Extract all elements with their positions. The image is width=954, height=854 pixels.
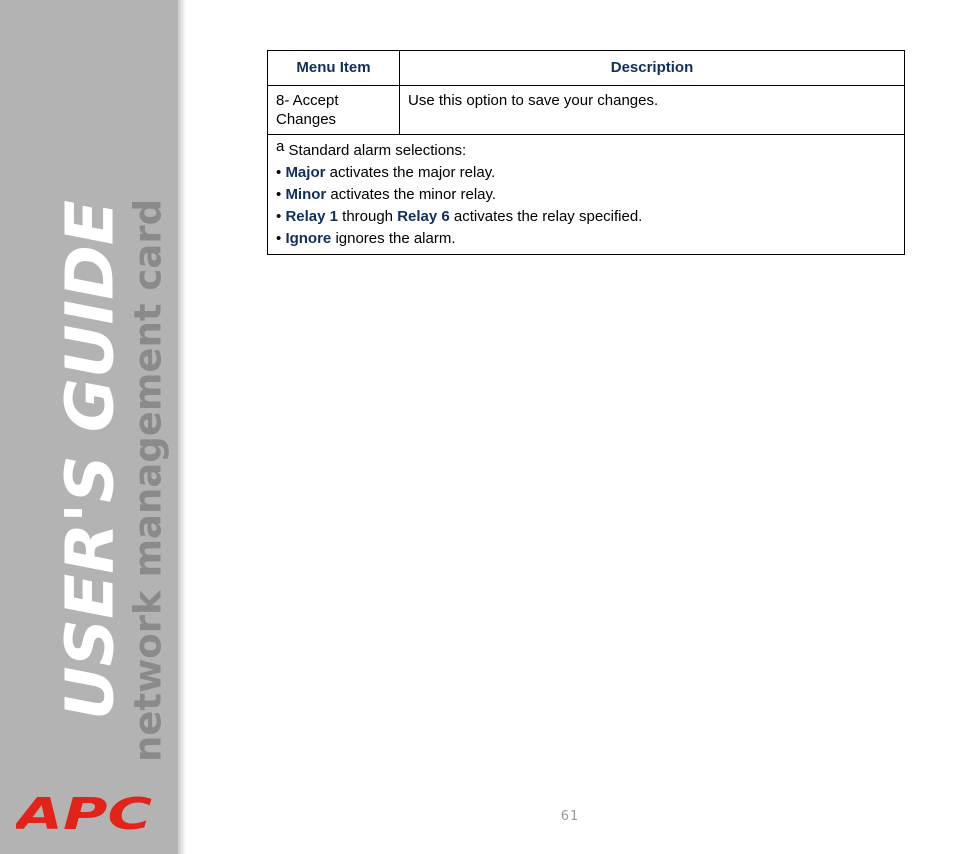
ignore-desc: ignores the alarm. — [331, 230, 456, 247]
footnote-row — [268, 135, 905, 255]
relay-desc: activates the relay specified. — [449, 208, 643, 225]
footnote-line-minor — [276, 184, 896, 206]
description-cell: Use this option to save your changes. — [400, 86, 905, 135]
bullet: • — [276, 208, 282, 225]
page-number: 61 — [560, 809, 580, 824]
sidebar-title-block — [28, 198, 170, 762]
header-menu-item: Menu Item — [268, 51, 400, 86]
guide-subtitle: network management card — [126, 198, 170, 762]
minor-desc: activates the minor relay. — [326, 186, 497, 203]
relay1-term: Relay 1 — [285, 208, 338, 225]
major-desc: activates the major relay. — [325, 164, 496, 181]
minor-term: Minor — [285, 186, 327, 203]
bullet: • — [276, 186, 282, 203]
table-row — [268, 86, 905, 135]
ignore-term: Ignore — [285, 230, 332, 247]
sidebar — [0, 0, 178, 854]
sidebar-shadow — [178, 0, 186, 854]
major-term: Major — [285, 164, 326, 181]
apc-logo-mark — [16, 793, 156, 833]
apc-logo-text: APC — [16, 793, 153, 833]
relay6-term: Relay 6 — [397, 208, 450, 225]
footnote-line-relay — [276, 206, 896, 228]
bullet: • — [276, 164, 282, 181]
menu-item-cell: 8- Accept Changes — [268, 86, 400, 135]
apc-logo — [16, 793, 156, 838]
menu-item-table — [267, 50, 905, 255]
relay-through: through — [337, 208, 398, 225]
footnote-marker: a — [276, 138, 285, 155]
footnote-line-ignore — [276, 228, 896, 250]
footnote-cell — [268, 135, 905, 255]
footnote-intro-line — [276, 140, 896, 162]
bullet: • — [276, 230, 282, 247]
footnote-line-major — [276, 162, 896, 184]
footnote-intro: Standard alarm selections: — [288, 142, 467, 159]
table-header-row — [268, 51, 905, 86]
guide-title: USER'S GUIDE — [51, 200, 129, 720]
header-description: Description — [400, 51, 905, 86]
